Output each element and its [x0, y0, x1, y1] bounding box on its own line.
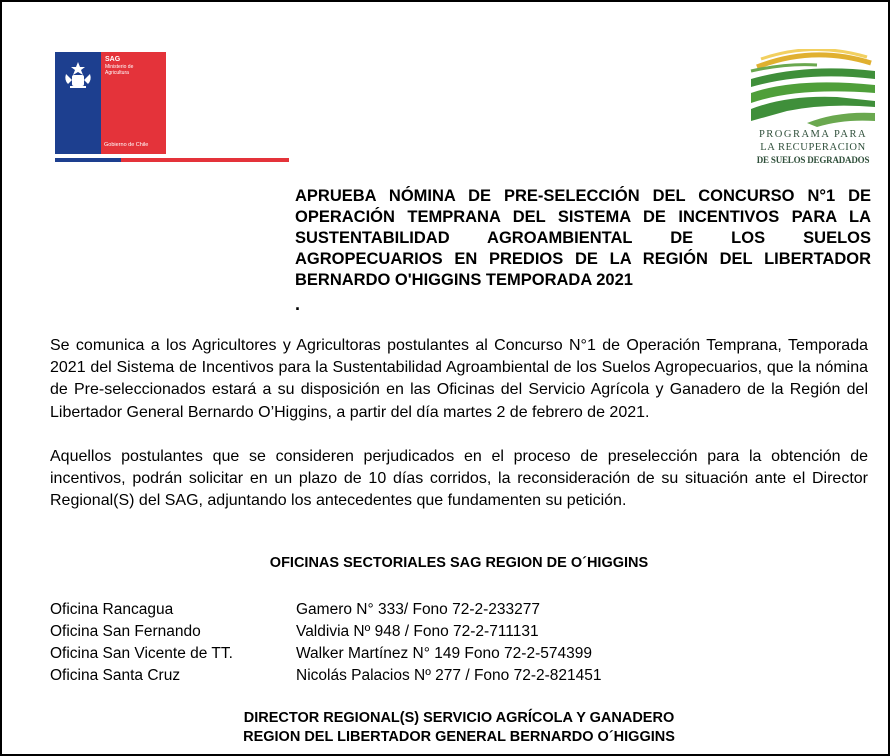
office-row	[50, 621, 850, 643]
office-address: Nicolás Palacios Nº 277 / Fono 72-2-821451	[296, 667, 602, 684]
sag-logo-ministry: Ministerio de Agricultura	[105, 64, 134, 76]
office-row	[50, 643, 850, 665]
offices-heading: OFICINAS SECTORIALES SAG REGION DE O´HIGGINS	[269, 555, 649, 571]
sag-logo-underline-blue	[55, 158, 121, 162]
title-dot: .	[295, 294, 301, 314]
office-name: Oficina San Vicente de TT.	[50, 645, 233, 662]
sag-logo	[55, 52, 289, 164]
office-address: Gamero N° 333/ Fono 72-2-233277	[296, 601, 541, 618]
sag-logo-acronym: SAG	[105, 56, 121, 63]
office-name: Oficina Santa Cruz	[50, 667, 181, 684]
notice-paragraph-reconsideration: Aquellos postulantes que se consideren perjudicados en el proceso de preselección para la obtención de incentivos, podrán solicitar en un plazo de 10 días corridos, la reconsideración de su situación ante el Director Regional(S) del SAG, adjuntando los antecedentes que fundamenten su petición.	[50, 448, 868, 510]
office-address: Valdivia Nº 948 / Fono 72-2-711131	[296, 623, 539, 640]
chile-coat-of-arms-icon	[60, 60, 96, 90]
fields-sun-icon	[747, 49, 879, 129]
signature-block	[50, 709, 868, 747]
office-row	[50, 599, 850, 621]
signature-line-2: REGION DEL LIBERTADOR GENERAL BERNARDO O´HIGGINS	[243, 729, 675, 745]
office-row	[50, 665, 850, 687]
office-address: Walker Martínez N° 149 Fono 72-2-574399	[296, 645, 592, 662]
signature-line-1: DIRECTOR REGIONAL(S) SERVICIO AGRÍCOLA Y GANADERO	[243, 710, 675, 726]
programa-logo-line1: PROGRAMA PARA	[758, 129, 868, 140]
sag-logo-underline-red	[121, 158, 289, 162]
programa-recuperacion-logo	[747, 49, 879, 174]
offices-list	[50, 599, 850, 687]
notice-title: APRUEBA NÓMINA DE PRE-SELECCIÓN DEL CONCURSO N°1 DE OPERACIÓN TEMPRANA DEL SISTEMA DE INCENTIVOS PARA LA SUSTENTABILIDAD AGROAMBIENTAL DE LOS SUELOS AGROPECUARIOS EN PREDIOS DE LA REGIÓN DEL LIBERTADOR BERNARDO O'HIGGINS TEMPORADA 2021	[295, 187, 871, 289]
office-name: Oficina San Fernando	[50, 623, 201, 640]
notice-paragraph-announcement: Se comunica a los Agricultores y Agricultoras postulantes al Concurso N°1 de Operación Temprana, Temporada 2021 del Sistema de Incentivos para la Sustentabilidad Agroambiental de los Suelos Agropecuarios, que la nómina de Pre-seleccionados estará a su disposición en las Oficinas del Servicio Agrícola y Ganadero de la Región del Libertador General Bernardo O’Higgins, a partir del día martes 2 de febrero de 2021.	[50, 337, 868, 421]
sag-logo-government: Gobierno de Chile	[104, 142, 149, 148]
office-name: Oficina Rancagua	[50, 601, 174, 618]
programa-logo-line3: DE SUELOS DEGRADADOS	[756, 155, 870, 165]
programa-logo-line2: LA RECUPERACION	[760, 142, 866, 153]
